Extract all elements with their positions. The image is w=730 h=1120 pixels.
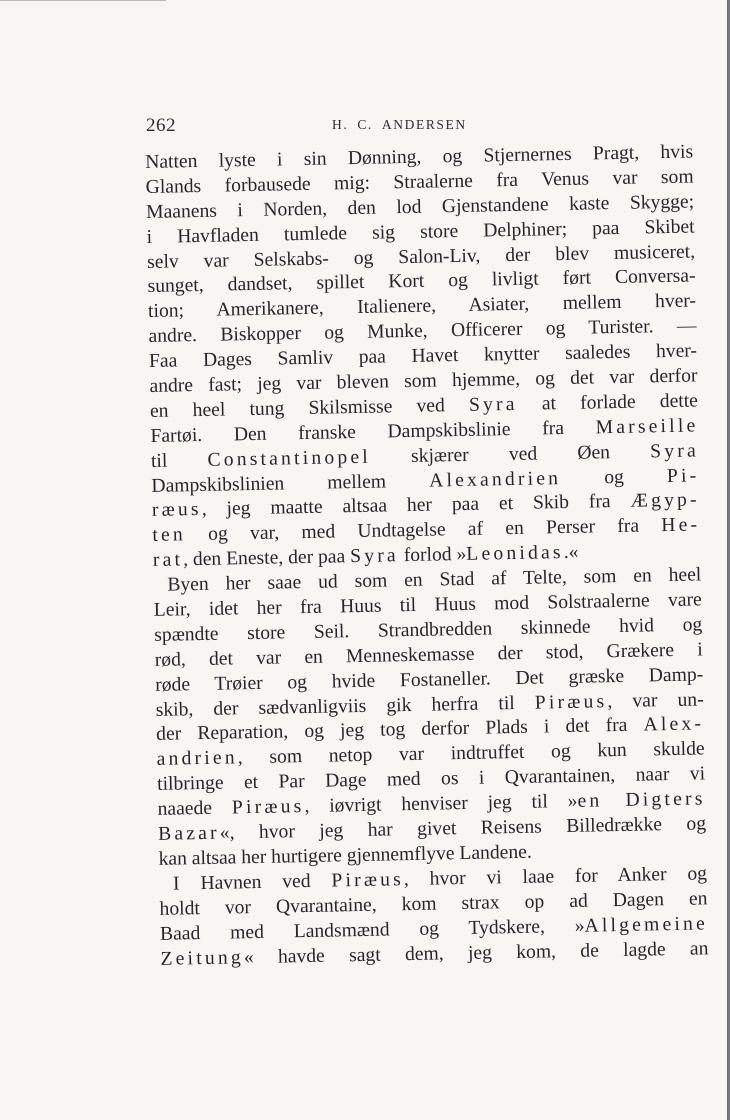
text-span: , den Eneste, der paa xyxy=(182,546,351,571)
text-span: til xyxy=(150,449,208,472)
spaced-word: rat xyxy=(152,549,184,572)
text-span: , som netop var indtruffet og kun skulde xyxy=(237,738,705,769)
text-span: naaede xyxy=(157,797,233,821)
spaced-word: Syra xyxy=(468,393,518,416)
spaced-word: Pi- xyxy=(666,464,700,487)
text-span: at forlade dette xyxy=(517,390,699,415)
text-span: « havde sagt dem, jeg kom, de lagde an xyxy=(243,937,709,968)
body-text xyxy=(145,140,709,972)
spaced-word: Allgemeine xyxy=(584,912,709,937)
text-span: Dampskibslinien mellem xyxy=(151,470,430,497)
text-span: Baad med Landsmænd og Tydskere, » xyxy=(159,915,585,945)
running-head-surname: ANDERSEN xyxy=(381,117,467,132)
spaced-word: Alex- xyxy=(643,713,705,737)
spaced-word: Piræus xyxy=(534,690,608,714)
text-span: andre. Biskopper og Munke, Officerer og Turister. — xyxy=(148,315,697,348)
running-head-initial-2: C. xyxy=(357,117,373,132)
running-head xyxy=(332,117,467,133)
text-span: og xyxy=(560,465,668,489)
text-span: andre fast; jeg var bleven som hjemme, og det var derfor xyxy=(149,365,698,397)
spaced-word: Piræus xyxy=(331,868,405,892)
spaced-word: Syra xyxy=(649,440,700,463)
text-span: Natten lyste i sin Dønning, og Stjernernes Pragt, hvis xyxy=(145,141,694,173)
spaced-word: Leonidas xyxy=(466,542,564,566)
text-span: , var un- xyxy=(607,688,704,712)
spaced-word: Ægyp- xyxy=(630,489,701,513)
spaced-word: Bazar xyxy=(157,822,221,845)
running-head-initial-1: H. xyxy=(332,117,349,132)
text-span: I Havnen ved xyxy=(172,870,332,895)
text-span: Glands forbausede mig: Straalerne fra Venus var som xyxy=(145,166,694,198)
text-span: kan altsaa her hurtigere gjennemflyve Landene. xyxy=(158,841,532,870)
text-span: skjærer ved Øen xyxy=(370,441,651,468)
text-span: holdt vor Qvarantaine, kom strax op ad Dagen en xyxy=(159,888,708,920)
spaced-word: Constantinopel xyxy=(207,446,372,471)
text-span: «, hvor jeg har givet Reisens Billedrække og xyxy=(219,813,707,844)
spaced-word: Piræus xyxy=(231,796,305,819)
spaced-word: ten xyxy=(152,524,187,547)
text-span: rød, det var en Menneskemasse der stod, Grækere i xyxy=(154,639,703,671)
text-span: selv var Selskabs- og Salon-Liv, der blev musiceret, xyxy=(146,241,696,273)
text-span: i Havfladen tumlede sig store Delphiner; paa Skibet xyxy=(146,216,695,248)
text-span: forlod » xyxy=(398,544,467,567)
spaced-word: Syra xyxy=(349,545,400,568)
scan-edge-rule xyxy=(0,0,166,1)
text-span: , iøvrigt henviser jeg til » xyxy=(304,790,578,818)
text-span: Maanens i Norden, den lod Gjenstandene kaste Skygge; xyxy=(145,191,695,223)
spaced-word: andrien xyxy=(156,747,239,771)
text-span: , jeg maatte altsaa her paa et Skib fra xyxy=(201,491,631,521)
spaced-word: Marseille xyxy=(595,415,699,439)
text-span: , hvor vi laae for Anker og xyxy=(403,863,708,890)
text-span: røde Trøier og hvide Fostaneller. Det græske Damp- xyxy=(155,664,704,696)
text-span: Faa Dages Samliv paa Havet knytter saaledes hver- xyxy=(148,340,698,373)
spaced-word: ræus xyxy=(151,499,202,522)
text-span: en heel tung Skilsmisse ved xyxy=(149,394,470,422)
text-span: .« xyxy=(563,542,579,564)
spaced-word: Zeitung xyxy=(160,946,245,970)
page-number: 262 xyxy=(146,115,176,136)
spaced-word: He- xyxy=(661,514,701,537)
text-span: spændte store Seil. Strandbredden skinnede hvid og xyxy=(154,614,703,646)
spaced-word: en Digters xyxy=(577,788,706,812)
text-span: der Reparation, og jeg tog derfor Plads i det fra xyxy=(156,715,644,746)
text-span: Byen her saae ud som en Stad af Telte, som en heel xyxy=(167,564,702,596)
text-span: skib, der sædvanligviis gik herfra til xyxy=(155,692,536,721)
text-span: Leir, idet her fra Huus til Huus mod Solstraalerne vare xyxy=(153,589,702,621)
spaced-word: Alexandrien xyxy=(428,467,562,492)
text-span: Fartøi. Den franske Dampskibslinie fra xyxy=(150,417,596,447)
text-span: tion; Amerikanere, Italienere, Asiater, mellem hver- xyxy=(147,290,697,323)
text-span: og var, med Undtagelse af en Perser fra xyxy=(185,515,662,546)
text-span: sunget, dandset, spillet Kort og livligt ført Conversa- xyxy=(147,265,696,298)
text-span: tilbringe et Par Dage med os i Qvarantainen, naar vi xyxy=(156,763,706,796)
